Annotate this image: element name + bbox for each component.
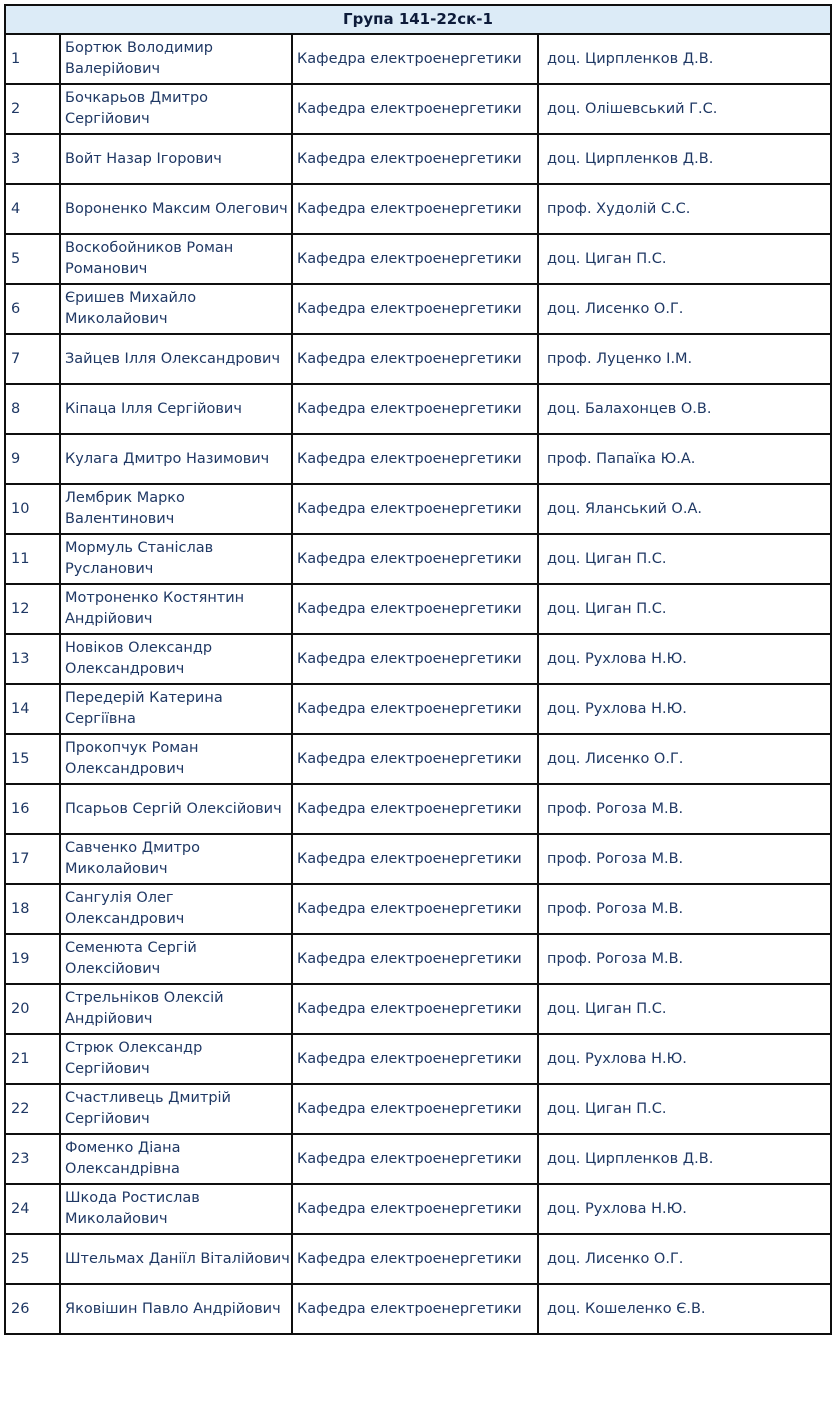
row-number: 7 xyxy=(5,334,60,384)
department-name: Кафедра електроенергетики xyxy=(292,234,538,284)
student-name: Стрюк Олександр Сергійович xyxy=(60,1034,292,1084)
row-number: 23 xyxy=(5,1134,60,1184)
table-row xyxy=(5,834,831,884)
row-number: 15 xyxy=(5,734,60,784)
table-row xyxy=(5,1184,831,1234)
row-number: 6 xyxy=(5,284,60,334)
department-name: Кафедра електроенергетики xyxy=(292,434,538,484)
student-name: Штельмах Даніїл Віталійович xyxy=(60,1234,292,1284)
table-row xyxy=(5,884,831,934)
department-name: Кафедра електроенергетики xyxy=(292,284,538,334)
department-name: Кафедра електроенергетики xyxy=(292,634,538,684)
department-name: Кафедра електроенергетики xyxy=(292,484,538,534)
row-number: 13 xyxy=(5,634,60,684)
supervisor-name: доц. Лисенко О.Г. xyxy=(538,1234,831,1284)
row-number: 18 xyxy=(5,884,60,934)
table-row xyxy=(5,734,831,784)
row-number: 12 xyxy=(5,584,60,634)
department-name: Кафедра електроенергетики xyxy=(292,134,538,184)
row-number: 9 xyxy=(5,434,60,484)
student-name: Кулага Дмитро Назимович xyxy=(60,434,292,484)
row-number: 2 xyxy=(5,84,60,134)
supervisor-name: проф. Папаїка Ю.А. xyxy=(538,434,831,484)
row-number: 4 xyxy=(5,184,60,234)
student-name: Счастливець Дмитрій Сергійович xyxy=(60,1084,292,1134)
student-name: Прокопчук Роман Олександрович xyxy=(60,734,292,784)
row-number: 17 xyxy=(5,834,60,884)
row-number: 10 xyxy=(5,484,60,534)
student-name: Войт Назар Ігорович xyxy=(60,134,292,184)
supervisor-name: доц. Циpпленков Д.В. xyxy=(538,1134,831,1184)
department-name: Кафедра електроенергетики xyxy=(292,384,538,434)
student-name: Лембрик Марко Валентинович xyxy=(60,484,292,534)
table-row xyxy=(5,934,831,984)
table-row xyxy=(5,484,831,534)
row-number: 16 xyxy=(5,784,60,834)
department-name: Кафедра електроенергетики xyxy=(292,1084,538,1134)
table-row xyxy=(5,1284,831,1334)
students-table-body xyxy=(5,34,831,1334)
table-row xyxy=(5,534,831,584)
department-name: Кафедра електроенергетики xyxy=(292,1234,538,1284)
table-row xyxy=(5,334,831,384)
supervisor-name: проф. Рогоза М.В. xyxy=(538,934,831,984)
group-title: Група 141-22ск-1 xyxy=(5,5,831,34)
table-row xyxy=(5,434,831,484)
department-name: Кафедра електроенергетики xyxy=(292,934,538,984)
supervisor-name: доц. Циган П.С. xyxy=(538,984,831,1034)
student-name: Передерій Катерина Сергіївна xyxy=(60,684,292,734)
department-name: Кафедра електроенергетики xyxy=(292,734,538,784)
department-name: Кафедра електроенергетики xyxy=(292,334,538,384)
table-row xyxy=(5,384,831,434)
row-number: 25 xyxy=(5,1234,60,1284)
supervisor-name: проф. Луценко І.М. xyxy=(538,334,831,384)
table-row xyxy=(5,984,831,1034)
table-row xyxy=(5,1084,831,1134)
supervisor-name: доц. Рухлова Н.Ю. xyxy=(538,634,831,684)
student-name: Зайцев Ілля Олександрович xyxy=(60,334,292,384)
supervisor-name: доц. Рухлова Н.Ю. xyxy=(538,1184,831,1234)
table-row xyxy=(5,584,831,634)
table-row xyxy=(5,34,831,84)
table-row xyxy=(5,134,831,184)
department-name: Кафедра електроенергетики xyxy=(292,1184,538,1234)
supervisor-name: доц. Рухлова Н.Ю. xyxy=(538,684,831,734)
table-row xyxy=(5,234,831,284)
student-name: Яковішин Павло Андрійович xyxy=(60,1284,292,1334)
table-row xyxy=(5,684,831,734)
student-name: Псарьов Сергій Олексійович xyxy=(60,784,292,834)
table-row xyxy=(5,1134,831,1184)
supervisor-name: проф. Рогоза М.В. xyxy=(538,784,831,834)
row-number: 5 xyxy=(5,234,60,284)
department-name: Кафедра електроенергетики xyxy=(292,184,538,234)
supervisor-name: доц. Циган П.С. xyxy=(538,534,831,584)
supervisor-name: доц. Яланський О.А. xyxy=(538,484,831,534)
row-number: 24 xyxy=(5,1184,60,1234)
supervisor-name: доц. Балахонцев О.В. xyxy=(538,384,831,434)
department-name: Кафедра електроенергетики xyxy=(292,1134,538,1184)
table-row xyxy=(5,634,831,684)
department-name: Кафедра електроенергетики xyxy=(292,834,538,884)
row-number: 21 xyxy=(5,1034,60,1084)
table-row xyxy=(5,1234,831,1284)
supervisor-name: доц. Циган П.С. xyxy=(538,584,831,634)
department-name: Кафедра електроенергетики xyxy=(292,84,538,134)
row-number: 19 xyxy=(5,934,60,984)
row-number: 8 xyxy=(5,384,60,434)
table-row xyxy=(5,284,831,334)
student-name: Сангулія Олег Олександрович xyxy=(60,884,292,934)
department-name: Кафедра електроенергетики xyxy=(292,1284,538,1334)
department-name: Кафедра електроенергетики xyxy=(292,584,538,634)
student-name: Вороненко Максим Олегович xyxy=(60,184,292,234)
row-number: 11 xyxy=(5,534,60,584)
table-row xyxy=(5,184,831,234)
row-number: 14 xyxy=(5,684,60,734)
row-number: 22 xyxy=(5,1084,60,1134)
department-name: Кафедра електроенергетики xyxy=(292,984,538,1034)
supervisor-name: доц. Рухлова Н.Ю. xyxy=(538,1034,831,1084)
row-number: 26 xyxy=(5,1284,60,1334)
department-name: Кафедра електроенергетики xyxy=(292,34,538,84)
supervisor-name: доц. Циpпленков Д.В. xyxy=(538,134,831,184)
student-name: Семенюта Сергій Олексійович xyxy=(60,934,292,984)
supervisor-name: доц. Циpпленков Д.В. xyxy=(538,34,831,84)
student-name: Бочкарьов Дмитро Сергійович xyxy=(60,84,292,134)
row-number: 20 xyxy=(5,984,60,1034)
supervisor-name: доц. Лисенко О.Г. xyxy=(538,284,831,334)
supervisor-name: проф. Рогоза М.В. xyxy=(538,834,831,884)
student-name: Новіков Олександр Олександрович xyxy=(60,634,292,684)
student-name: Воскобойников Роман Романович xyxy=(60,234,292,284)
supervisor-name: доц. Циган П.С. xyxy=(538,1084,831,1134)
table-row xyxy=(5,84,831,134)
student-name: Мормуль Станіслав Русланович xyxy=(60,534,292,584)
supervisor-name: проф. Рогоза М.В. xyxy=(538,884,831,934)
student-name: Шкода Ростислав Миколайович xyxy=(60,1184,292,1234)
row-number: 1 xyxy=(5,34,60,84)
student-name: Кіпаца Ілля Сергійович xyxy=(60,384,292,434)
student-name: Савченко Дмитро Миколайович xyxy=(60,834,292,884)
student-name: Бортюк Володимир Валерійович xyxy=(60,34,292,84)
department-name: Кафедра електроенергетики xyxy=(292,784,538,834)
supervisor-name: доц. Циган П.С. xyxy=(538,234,831,284)
student-name: Стрельніков Олексій Андрійович xyxy=(60,984,292,1034)
row-number: 3 xyxy=(5,134,60,184)
department-name: Кафедра електроенергетики xyxy=(292,534,538,584)
department-name: Кафедра електроенергетики xyxy=(292,1034,538,1084)
table-row xyxy=(5,1034,831,1084)
student-name: Фоменко Діана Олександрівна xyxy=(60,1134,292,1184)
supervisor-name: доц. Кошеленко Є.В. xyxy=(538,1284,831,1334)
supervisor-name: доц. Лисенко О.Г. xyxy=(538,734,831,784)
group-list-sheet xyxy=(4,4,830,1335)
department-name: Кафедра електроенергетики xyxy=(292,884,538,934)
department-name: Кафедра електроенергетики xyxy=(292,684,538,734)
student-name: Мотроненко Костянтин Андрійович xyxy=(60,584,292,634)
student-name: Єришев Михайло Миколайович xyxy=(60,284,292,334)
table-row xyxy=(5,784,831,834)
supervisor-name: доц. Олішевський Г.С. xyxy=(538,84,831,134)
supervisor-name: проф. Худолій С.С. xyxy=(538,184,831,234)
students-table xyxy=(4,4,832,1335)
